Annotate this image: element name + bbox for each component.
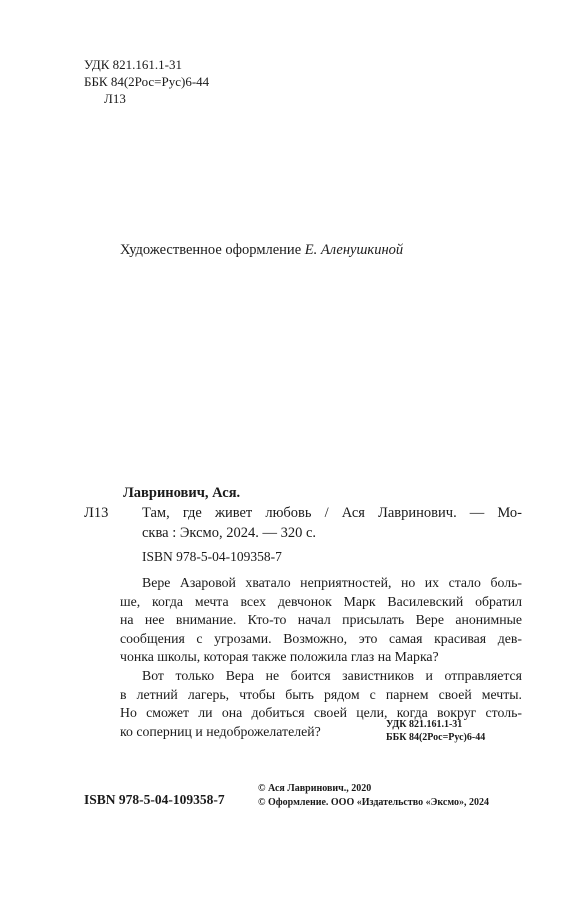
bbk-code: ББК 84(2Рос=Рус)6-44 (84, 74, 210, 89)
designer-name: Е. Аленушкиной (304, 242, 404, 258)
annotation-line: Вот только Вера не боится завистников и отправляется (142, 667, 522, 683)
annotation-line: ше, когда мечта всех девчонок Марк Василевский обратил (120, 593, 522, 609)
copyright-block (258, 782, 489, 810)
author-heading: Лавринович, Ася. (123, 485, 241, 501)
citation-line: Там, где живет любовь / Ася Лавринович. — Мо- (142, 505, 522, 521)
annotation-line: в летний лагерь, чтобы быть рядом с парнем своей мечты. (120, 686, 522, 702)
bibliographic-citation (142, 503, 522, 543)
annotation-line: Но сможет ли она добиться своей цели, когда вокруг столь- (120, 705, 522, 721)
bbk-code-bottom: ББК 84(2Рос=Рус)6-44 (386, 732, 486, 743)
annotation-line: ко соперниц и недоброжелателей? (120, 723, 321, 739)
classification-block-bottom (386, 718, 485, 744)
author-mark: Л13 (104, 91, 126, 106)
design-credit-prefix: Художественное оформление (120, 242, 305, 258)
annotation-line: чонка школы, которая также положила глаз на Марка? (120, 649, 439, 665)
book-annotation (120, 574, 522, 741)
annotation-line: сообщения с угрозами. Возможно, это самая красивая дев- (120, 630, 522, 646)
isbn-entry: ISBN 978-5-04-109358-7 (142, 549, 282, 564)
udk-code: УДК 821.161.1-31 (84, 57, 183, 72)
design-credit (120, 242, 403, 259)
author-mark-side: Л13 (84, 505, 109, 521)
copyright-line: © Оформление. ООО «Издательство «Эксмо», 2024 (258, 797, 489, 808)
isbn-footer: ISBN 978-5-04-109358-7 (84, 792, 225, 807)
copyright-line: © Ася Лавринович., 2020 (258, 783, 372, 794)
udk-code-bottom: УДК 821.161.1-31 (386, 719, 463, 730)
citation-line: сква : Эксмо, 2024. — 320 с. (142, 525, 317, 541)
classification-block-top (84, 56, 209, 107)
annotation-line: Вере Азаровой хватало неприятностей, но их стало боль- (142, 575, 522, 590)
annotation-line: на нее внимание. Кто-то начал присылать Вере анонимные (120, 612, 522, 628)
